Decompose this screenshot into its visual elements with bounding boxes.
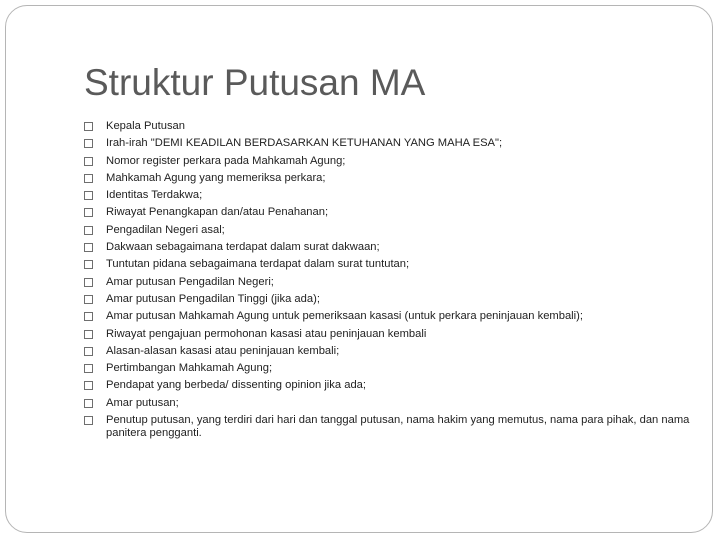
list-item-text: Identitas Terdakwa; <box>106 189 203 202</box>
list-item <box>84 276 694 289</box>
list-item <box>84 345 694 358</box>
list-item-text: Irah-irah "DEMI KEADILAN BERDASARKAN KETUHANAN YANG MAHA ESA"; <box>106 137 503 150</box>
bullet-icon <box>84 260 93 269</box>
bullet-icon <box>84 347 93 356</box>
list-item-text: Amar putusan; <box>106 396 179 409</box>
bullet-icon <box>84 278 93 287</box>
list-item <box>84 414 694 440</box>
bullet-list <box>84 120 694 444</box>
list-item-text: Riwayat pengajuan permohonan kasasi atau peninjauan kembali <box>106 327 427 340</box>
bullet-icon <box>84 208 93 217</box>
bullet-icon <box>84 226 93 235</box>
list-item <box>84 293 694 306</box>
list-item-text: Amar putusan Mahkamah Agung untuk pemeriksaan kasasi (untuk perkara peninjauan kembali); <box>106 310 583 323</box>
list-item <box>84 379 694 392</box>
list-item <box>84 155 694 168</box>
bullet-icon <box>84 330 93 339</box>
list-item <box>84 258 694 271</box>
bullet-icon <box>84 381 93 390</box>
list-item <box>84 362 694 375</box>
list-item-text: Nomor register perkara pada Mahkamah Agung; <box>106 154 346 167</box>
list-item-text: Alasan-alasan kasasi atau peninjauan kembali; <box>106 344 340 357</box>
slide-title: Struktur Putusan MA <box>84 62 426 103</box>
list-item-text: Amar putusan Pengadilan Tinggi (jika ada); <box>106 292 320 305</box>
list-item-text: Kepala Putusan <box>106 120 185 132</box>
list-item <box>84 189 694 202</box>
bullet-icon <box>84 364 93 373</box>
list-item-text: Pendapat yang berbeda/ dissenting opinion jika ada; <box>106 379 366 392</box>
bullet-icon <box>84 174 93 183</box>
list-item-text: Mahkamah Agung yang memeriksa perkara; <box>106 171 326 184</box>
list-item <box>84 137 694 150</box>
slide-frame <box>5 5 713 533</box>
bullet-icon <box>84 243 93 252</box>
list-item-text: Dakwaan sebagaimana terdapat dalam surat dakwaan; <box>106 241 380 254</box>
list-item-text: Penutup putusan, yang terdiri dari hari dan tanggal putusan, nama hakim yang memutus, nama para pihak, dan nama panitera pengganti. <box>106 414 690 440</box>
bullet-icon <box>84 295 93 304</box>
list-item <box>84 328 694 341</box>
list-item <box>84 120 694 133</box>
list-item <box>84 206 694 219</box>
list-item <box>84 224 694 237</box>
list-item <box>84 241 694 254</box>
bullet-icon <box>84 191 93 200</box>
list-item-text: Pengadilan Negeri asal; <box>106 223 225 236</box>
list-item <box>84 397 694 410</box>
list-item-text: Pertimbangan Mahkamah Agung; <box>106 362 273 375</box>
list-item-text: Riwayat Penangkapan dan/atau Penahanan; <box>106 206 329 219</box>
bullet-icon <box>84 416 93 425</box>
bullet-icon <box>84 122 93 131</box>
list-item-text: Tuntutan pidana sebagaimana terdapat dalam surat tuntutan; <box>106 258 410 271</box>
list-item <box>84 310 694 323</box>
bullet-icon <box>84 139 93 148</box>
bullet-icon <box>84 312 93 321</box>
bullet-icon <box>84 157 93 166</box>
list-item <box>84 172 694 185</box>
list-item-text: Amar putusan Pengadilan Negeri; <box>106 275 274 288</box>
bullet-icon <box>84 399 93 408</box>
